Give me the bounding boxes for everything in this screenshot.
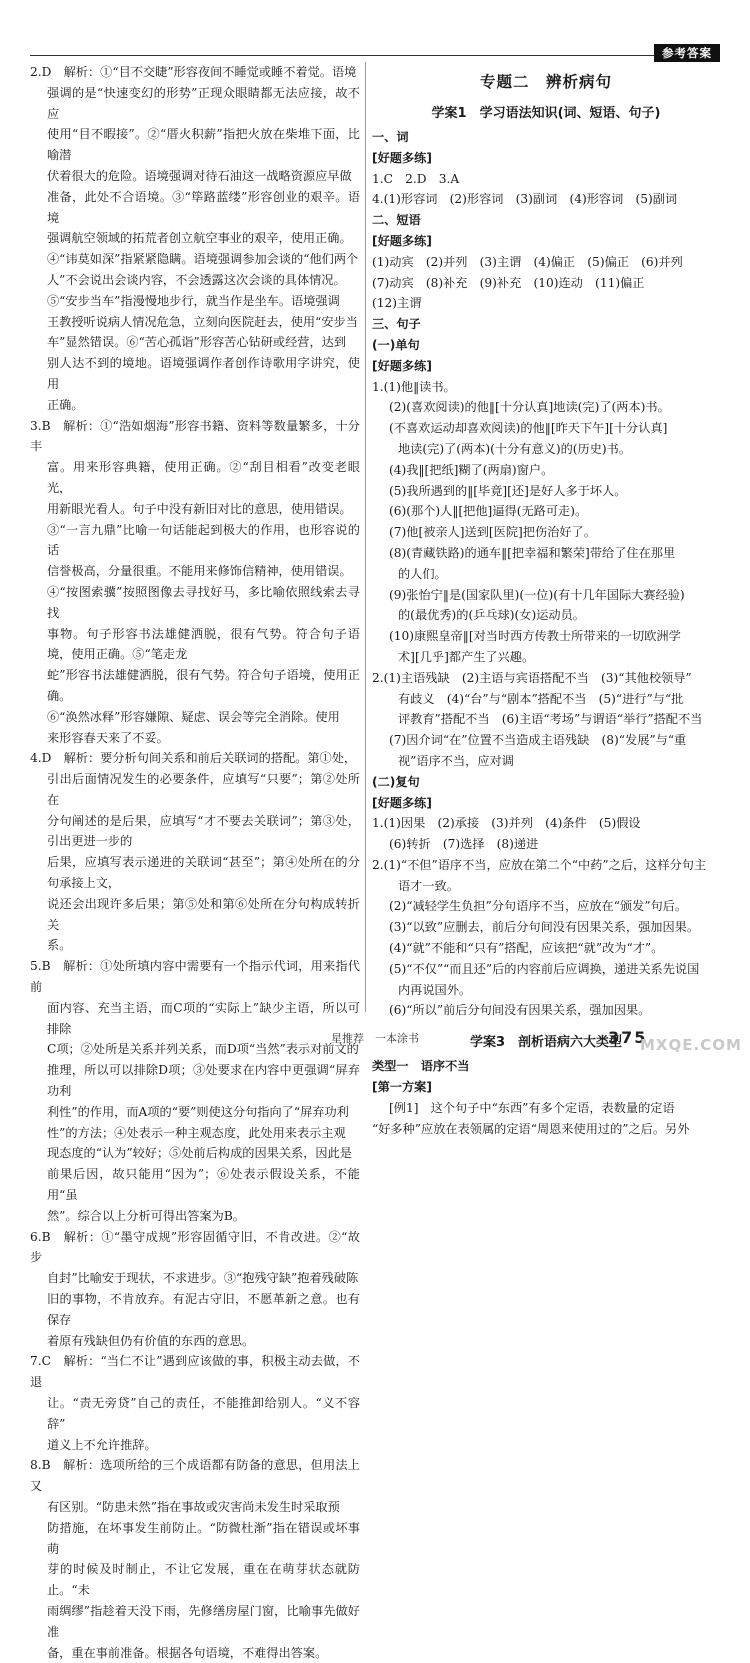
answer-line: 事物。句子形容书法雄健洒脱，很有气势。符合句子语境，使用正确。⑤“笔走龙 [47,626,360,662]
page-number: 375 [608,1028,648,1047]
plan-label: [第一方案] [372,1080,432,1095]
answer-line: 有区别。“防患未然”指在事故或灾害尚未发生时采取预 [47,1499,340,1514]
compound-sentence-label: (二)复句 [372,774,420,789]
compound-line: (5)“不仅”“而且还”后的内容前后应调换，递进关系先说国 [389,961,700,976]
answer-line: 蛇”形容书法雄健洒脱，很有气势。符合句子语境，使用正确。 [47,668,360,703]
simple-sentence-label: (一)单句 [372,337,420,352]
compound-line: 内再说国外。 [398,982,472,997]
type-1-heading: 类型一 语序不当 [372,1059,470,1074]
sentence-line: (4)我‖[把纸]糊了(两扇)窗户。 [389,462,554,477]
answer-line: ④“讳莫如深”指紧紧隐瞒。语境强调参加会谈的“他们两个 [47,252,359,267]
answer-line: 现态度的“认为”较好；⑤处前后构成的因果关系，因此是 [47,1146,352,1161]
sentence-line: (5)我所遇到的‖[毕竟][还]是好人多于坏人。 [389,483,627,498]
practice-label: [好题多练] [372,795,432,810]
sentence-line: (6)(那个)人‖[把他]逼得(无路可走)。 [389,504,588,519]
topic-title: 专题二 辨析病句 [479,73,612,91]
answer-line: 引出后面情况发生的必要条件，应填写“只要”；第②处所在 [47,772,360,807]
answer-line: 道义上不允许推辞。 [47,1437,157,1452]
answer-line: 使用“目不暇接”。②“厝火积薪”指把火放在柴堆下面，比喻潜 [47,127,360,163]
compound-line: (4)“就”不能和“只有”搭配，应该把“就”改为“才”。 [389,941,664,956]
sentence-line: (10)康熙皇帝‖[对当时西方传教士所带来的一切欧洲学 [389,629,681,644]
answer-line: 分句阐述的是后果，应填写“才不要去关联词”；第③处，引出更进一步的 [47,813,360,849]
sentence-line: 有歧义 (4)“台”与“剧本”搭配不当 (5)“进行”与“批 [398,691,684,706]
answer-line: 推理，所以可以排除D项；③处要求在内容中更强调“屏弃功利 [47,1063,360,1099]
compound-answer-list [372,813,720,1021]
compound-line: (2)“减轻学生负担”分句语序不当，应放在“颁发”句后。 [389,899,688,914]
answer-line: 王教授听说病人情况危急，立刻向医院赶去，使用“安步当 [47,314,358,329]
compound-line: (6)“所以”前后分句间没有因果关系，强加因果。 [389,1003,651,1018]
answer-line: ④“按图索骥”按照图像去寻找好马，多比喻依照线索去寻找 [47,584,360,620]
answer-line: 防措施，在坏事发生前防止。“防微杜渐”指在错误或坏事萌 [47,1520,360,1556]
answer-line: 8.B 解析：选项所给的三个成语都有防备的意思，但用法上又 [30,1458,360,1494]
sentence-line: (2)(喜欢阅读)的他‖[十分认真]地读(完)了(两本)书。 [389,400,670,415]
compound-line: (6)转折 (7)选择 (8)递进 [389,837,539,852]
answer-line: 芽的时候及时制止，不让它发展，重在在萌芽状态就防止。“未 [47,1562,360,1598]
answer-line: 前果后因，故只能用“因为”；⑥处表示假设关系，不能用“虽 [47,1167,360,1203]
answer-line: 7.C 解析：“当仁不让”遇到应该做的事，积极主动去做，不退 [30,1354,360,1390]
example-line: [例1] 这个句子中“东西”有多个定语，表数量的定语 [389,1100,675,1115]
compound-line: (3)“以致”应删去，前后分句间没有因果关系，强加因果。 [389,920,700,935]
answer-line: ⑥“涣然冰释”形容嫌隙、疑虑、误会等完全消除。使用 [47,709,340,724]
example-line: “好多种”应放在表领属的定语“周恩来使用过的”之后。另外 [372,1121,690,1136]
sentence-line: 的人们。 [398,566,447,581]
answer-line: 准备，此处不合语境。③“筚路蓝缕”形容创业的艰辛。语境 [47,189,360,225]
word-answers-2: 4.(1)形容词 (2)形容词 (3)副词 (4)形容词 (5)副词 [372,192,678,207]
answer-line: ⑤“安步当车”指漫慢地步行，就当作是坐车。语境强调 [47,293,340,308]
answer-line: 别人达不到的境地。语境强调作者创作诗歌用字讲究，使用 [47,356,360,391]
answer-line: 强调航空领域的拓荒者创立航空事业的艰辛，使用正确。 [47,231,352,246]
phrase-answers-1: (1)动宾 (2)并列 (3)主谓 (4)偏正 (5)偏正 (6)并列 [372,254,683,269]
lesson-1-title: 学案1 学习语法知识(词、短语、句子) [431,106,661,121]
word-answers-1: 1.C 2.D 3.A [372,171,460,186]
section-sentences: 三、句子 [372,317,421,332]
watermark-logo: MXQE.COM [640,1036,742,1054]
footer-brand: 星推荐 一本涂书 [331,1032,419,1045]
answer-line: 2.D 解析：①“目不交睫”形容夜间不睡觉或睡不着觉。语境 [30,65,357,79]
answer-line: 正确。 [47,397,84,412]
answer-line: 4.D 解析：要分析句间关系和前后关联词的搭配。第①处， [30,751,357,766]
example-list [372,1098,720,1140]
sentence-line: (7)他[被亲人]送到[医院]把伤治好了。 [389,525,596,540]
phrase-answers-3: (12)主谓 [372,296,422,311]
answer-line: 伏着很大的危险。语境强调对待石油这一战略资源应早做 [47,168,352,183]
answer-line: 用新眼光看人。句子中没有新旧对比的意思，使用错误。 [47,501,352,516]
section-phrases: 二、短语 [372,213,421,228]
right-column [372,62,720,1139]
practice-label: [好题多练] [372,150,432,165]
sentence-line: 的(最优秀)的(乒乓球)(女)运动员。 [398,608,585,623]
sentence-line: (不喜欢运动却喜欢阅读)的他‖[昨天下午][十分认真] [389,421,668,436]
answer-line: 来形容春天来了不妥。 [47,730,169,745]
answer-line: 强调的是“快速变幻的形势”正现众眼睛都无法应接，故不应 [47,85,360,121]
compound-line: 语才一致。 [398,878,459,893]
answer-line: 信誉极高，分量很重。不能用来修饰信精神，使用错误。 [47,564,352,579]
reference-answer-badge: 参考答案 [654,44,720,62]
sentence-line: 2.(1)主语残缺 (2)主语与宾语搭配不当 (3)“其他校领导” [372,670,692,685]
compound-line: 1.(1)因果 (2)承接 (3)并列 (4)条件 (5)假设 [372,816,641,831]
answer-line: ③“一言九鼎”比喻一句话能起到极大的作用，也形容说的话 [47,522,360,558]
answer-line: 面内容、充当主语，而C项的“实际上”缺少主语，所以可排除 [47,1000,360,1036]
answer-line: 利性”的作用，而A项的“要”则使这分句指向了“屏弃功利 [47,1104,349,1119]
answer-line: 5.B 解析：①处所填内容中需要有一个指示代词，用来指代前 [30,959,360,995]
lesson-3-title: 学案3 剖析语病六大类型 [469,1035,623,1051]
compound-line: 2.(1)“不但”语序不当，应放在第二个“中药”之后，这样分句主 [372,857,707,872]
sentence-line: 评教育”搭配不当 (6)主语“考场”与谓语“举行”搭配不当 [398,712,703,727]
column-divider [365,62,366,1012]
answer-line: 然”。综合以上分析可得出答案为B。 [47,1208,245,1223]
answer-line: 系。 [47,938,72,953]
sentence-line: (7)因介词“在”位置不当造成主语残缺 (8)“发展”与“重 [389,733,687,748]
answer-line: 后果，应填写表示递进的关联词“甚至”；第④处所在的分句承接上文， [47,855,360,891]
answer-line: C项；②处所是关系并列关系，而D项“当然”表示对前文的 [47,1042,359,1057]
answer-line: 说还会出现许多后果；第⑤处和第⑥处所在分句构成转折关 [47,896,360,932]
sentence-line: (8)(青藏铁路)的通车‖[把幸福和繁荣]带给了住在那里 [389,545,676,560]
header-rule [30,55,720,56]
answer-line: 性”的方法；④处表示一种主观态度，此处用来表示主观 [47,1125,346,1140]
practice-label: [好题多练] [372,358,432,373]
sentence-line: 术][几乎]都产生了兴趣。 [398,649,535,664]
answer-line: 车”显然错误。⑥“苦心孤诣”形容苦心钻研或经营，达到 [47,335,347,350]
answer-line: 备，重在事前准备。根据各句语境，不难得出答案。 [47,1645,328,1660]
sentence-analysis-list [372,377,720,772]
answer-line: 人”不会说出会谈内容，不会透露这次会谈的具体情况。 [47,272,346,287]
answer-line: 富。用来形容典籍，使用正确。②“刮目相看”改变老眼光， [47,460,360,495]
section-words: 一、词 [372,130,409,144]
left-column [30,62,360,1663]
answer-line: 雨绸缪”指趁着天没下雨，先修缮房屋门窗，比喻事先做好准 [47,1603,360,1639]
sentence-line: 1.(1)他‖读书。 [372,379,456,394]
sentence-line: 视”语序不当，应对调 [398,753,514,768]
answer-line: 让。“责无旁贷”自己的责任，不能推卸给别人。“义不容辞” [47,1396,360,1431]
answer-line: 3.B 解析：①“浩如烟海”形容书籍、资料等数量繁多，十分丰 [30,418,360,454]
phrase-answers-2: (7)动宾 (8)补充 (9)补充 (10)连动 (11)偏正 [372,275,645,290]
sentence-line: (9)张怡宁‖是(国家队里)(一位)(有十几年国际大赛经验) [389,587,685,602]
answer-line: 6.B 解析：①“墨守成规”形容固循守旧，不肯改进。②“故步 [30,1229,360,1265]
practice-label: [好题多练] [372,233,432,248]
sentence-line: 地读(完)了(两本)(十分有意义)的(历史)书。 [398,441,632,456]
answer-line: 旧的事物，不肯放弃。有泥古守旧，不愿革新之意。也有保存 [47,1292,360,1327]
answer-line: 着原有残缺但仍有价值的东西的意思。 [47,1333,255,1348]
answer-line: 自封”比喻安于现状，不求进步。③“抱残守缺”抱着残破陈 [47,1271,359,1286]
